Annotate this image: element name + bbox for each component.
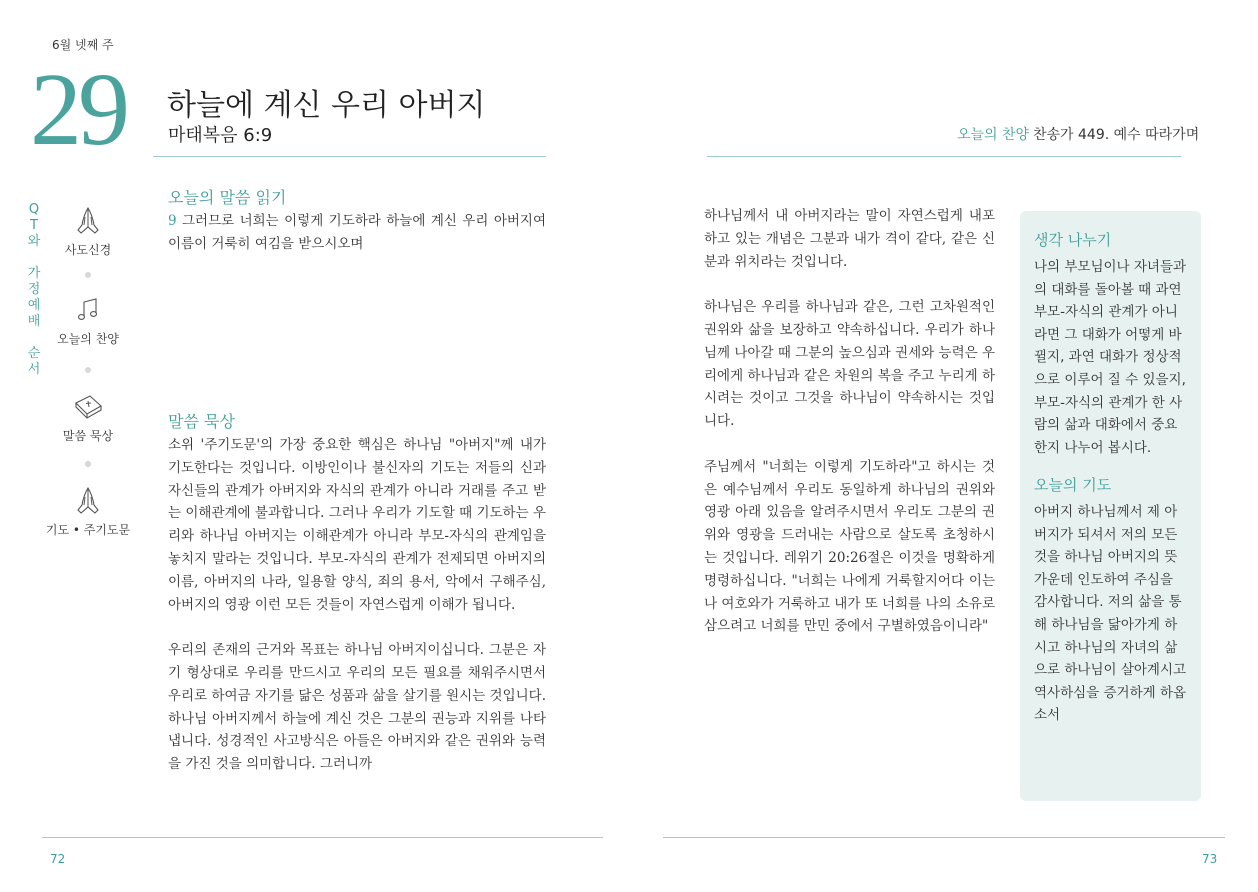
music-note-icon: [72, 294, 104, 326]
meditation-paragraph: 하나님께서 내 아버지라는 말이 자연스럽게 내포하고 있는 개념은 그분과 내가 격이 같다, 같은 신분과 위치라는 것입니다.: [704, 208, 995, 270]
sidebar-item-meditation: 말씀 묵상: [43, 391, 133, 444]
sidebar-item-todays-hymn: 오늘의 찬양: [43, 294, 133, 347]
page-number-left: 72: [50, 852, 66, 866]
meditation-paragraph: 하나님은 우리를 하나님과 같은, 그런 고차원적인 권위와 삶을 보장하고 약속하십니다. 우리가 하나님께 나아갈 때 그분의 높으심과 권세와 능력은 우리에게 하나님과 같은 차원의 복을 주고 누리게 하시려는 것이고 그것을 하나님이 약속하시는 것입니다.: [704, 299, 995, 430]
meditation-body: [168, 434, 546, 799]
bible-icon: [72, 391, 104, 423]
sidebar-item-prayer: 기도 • 주기도문: [43, 485, 133, 538]
praying-hands-icon: [72, 485, 104, 517]
verse-number: 9: [168, 213, 177, 229]
page-title: 하늘에 계신 우리 아버지: [167, 88, 486, 123]
sidebar-separator-dot: [85, 272, 91, 278]
day-number: 29: [30, 52, 126, 167]
footer-rule-left: [42, 837, 603, 838]
meditation-paragraph: 소위 '주기도문'의 가장 중요한 핵심은 하나님 "아버지"께 내가 기도한다는 것입니다. 이방인이나 불신자의 기도는 저들의 신과 자신들의 관계가 아버지와 자식의 관계가 아니라 거래를 주고 받는 이해관계에 불과합니다. 그러나 우리가 기도할 때 기도하는 우리와 하나님 아버지는 이해관계가 아니라 부모-자식의 관계임을 놓치지 말라는 것입니다. 부모-자식의 관계가 전제되면 아버지의 이름, 아버지의 나라, 일용할 양식, 죄의 용서, 악에서 구해주심, 아버지의 영광 이런 모든 것들이 자연스럽게 이해가 됩니다.: [168, 437, 546, 613]
header-rule-right: [707, 156, 1181, 157]
week-label: 6월 넷째 주: [52, 38, 114, 52]
hymn-label: 오늘의 찬양: [957, 127, 1030, 143]
sidebar-item-apostles-creed: 사도신경: [43, 205, 133, 258]
header-rule-left: [153, 156, 546, 157]
meditation-paragraph: 주님께서 "너희는 이렇게 기도하라"고 하시는 것은 예수님께서 우리도 동일하게 하나님의 권위와 영광 아래 있음을 알려주시면서 우리도 그분의 권위와 영광을 드러내는 사람으로 살도록 초청하시는 것입니다. 레위기 20:26절은 이것을 명확하게 명령하십니다. "너희는 나에게 거룩할지어다 이는 나 여호와가 거룩하고 내가 또 너희를 나의 소유로 삼으려고 너희를 만민 중에서 구별하였음이니라": [704, 458, 995, 635]
prayer-text: 아버지 하나님께서 제 아버지가 되셔서 저의 모든 것을 하나님 아버지의 뜻 가운데 인도하여 주심을 감사합니다. 저의 삶을 통해 하나님을 닮아가게 하시고 하나님의 자녀의 삶으로 하나님이 살아계시고 역사하심을 증거하게 하옵소서: [1034, 504, 1187, 724]
prayer-heading: 오늘의 기도: [1034, 476, 1112, 494]
share-text: 나의 부모님이나 자녀들과의 대화를 돌아볼 때 과연 부모-자식의 관계가 아니라면 그 대화가 어떻게 바뀔지, 과연 대화가 정상적으로 이루어 질 수 있을지, 부모-자식의 관계가 한 사람의 삶과 대화에서 중요한지 나누어 봅시다.: [1034, 259, 1187, 456]
footer-rule-right: [663, 837, 1225, 838]
reading-heading: 오늘의 말씀 읽기: [168, 188, 287, 207]
share-prayer-box: [1020, 211, 1201, 801]
scripture-reference: 마태복음 6:9: [168, 125, 273, 146]
praying-hands-icon: [72, 205, 104, 237]
sidebar-separator-dot: [85, 461, 91, 467]
sidebar-separator-dot: [85, 367, 91, 373]
reading-verse: [168, 210, 546, 256]
share-heading: 생각 나누기: [1034, 231, 1112, 249]
page-number-right: 73: [1202, 852, 1218, 866]
meditation-continued: [704, 205, 995, 661]
sidebar-vertical-title: Q T 와 가 정 예 배 순 서: [27, 202, 41, 377]
hymn-value: 찬송가 449. 예수 따라가며: [1033, 127, 1200, 143]
verse-text: 그러므로 너희는 이렇게 기도하라 하늘에 계신 우리 아버지여 이름이 거룩히 여김을 받으시오며: [168, 213, 546, 252]
meditation-heading: 말씀 묵상: [168, 412, 235, 431]
meditation-paragraph: 우리의 존재의 근거와 목표는 하나님 아버지이십니다. 그분은 자기 형상대로 우리를 만드시고 우리의 모든 필요를 채워주시면서 우리로 하여금 자기를 닮은 성품과 삶을 살기를 원시는 것입니다. 하나님 아버지께서 하늘에 계신 것은 그분의 권능과 지위를 나타냅니다. 성경적인 사고방식은 아들은 아버지와 같은 권위와 능력을 가진 것을 의미합니다. 그러니까: [168, 642, 546, 773]
